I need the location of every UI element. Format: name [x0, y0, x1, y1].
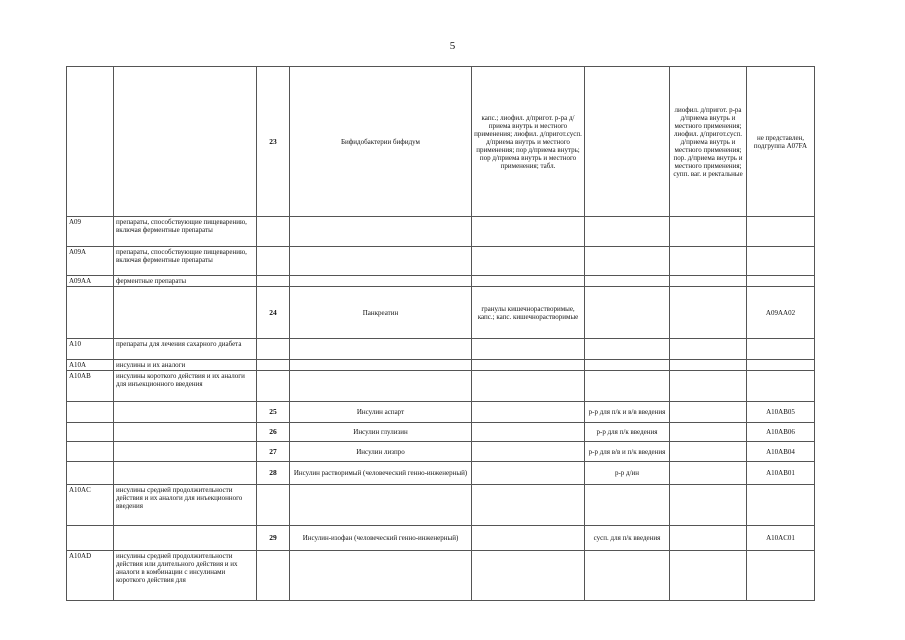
atc-group-code-cell	[67, 526, 114, 551]
atc-group-code-cell: A10AC	[67, 485, 114, 526]
drug-name-cell	[290, 339, 472, 360]
row-number-cell: 26	[257, 423, 290, 442]
atc-group-code-cell: A10AB	[67, 371, 114, 402]
atc-code-cell: A10AB05	[747, 402, 815, 423]
atc-code-cell	[747, 371, 815, 402]
row-number-cell	[257, 371, 290, 402]
table-row	[67, 485, 815, 526]
atc-code-cell: A09AA02	[747, 287, 815, 339]
table-row	[67, 67, 815, 217]
table-row	[67, 276, 815, 287]
table-row	[67, 551, 815, 601]
row-number-cell	[257, 551, 290, 601]
atc-group-code-cell: A10	[67, 339, 114, 360]
atc-group-code-cell	[67, 462, 114, 485]
drug-name-cell: Панкреатин	[290, 287, 472, 339]
dosage-form-alt-cell	[585, 67, 670, 217]
table-row	[67, 371, 815, 402]
drug-name-cell: Инсулин глулизин	[290, 423, 472, 442]
dosage-form-alt-cell: р-р для в/в и п/к введения	[585, 442, 670, 462]
drug-name-cell: Бифидобактерии бифидум	[290, 67, 472, 217]
row-number-cell: 29	[257, 526, 290, 551]
drug-name-cell	[290, 217, 472, 247]
drug-name-cell	[290, 485, 472, 526]
dosage-form-alt-cell	[585, 217, 670, 247]
table-row	[67, 360, 815, 371]
atc-group-name-cell: препараты для лечения сахарного диабета	[114, 339, 257, 360]
atc-group-name-cell	[114, 442, 257, 462]
atc-code-cell	[747, 485, 815, 526]
atc-group-code-cell	[67, 287, 114, 339]
dosage-form-cell	[472, 247, 585, 276]
atc-group-name-cell: препараты, способствующие пищеварению, включая ферментные препараты	[114, 217, 257, 247]
dosage-form-extra-cell	[670, 402, 747, 423]
dosage-form-alt-cell	[585, 360, 670, 371]
drug-name-cell	[290, 276, 472, 287]
row-number-cell: 25	[257, 402, 290, 423]
drug-table	[66, 66, 815, 601]
row-number-cell: 27	[257, 442, 290, 462]
dosage-form-alt-cell: р-р для п/к введения	[585, 423, 670, 442]
atc-group-code-cell: A09	[67, 217, 114, 247]
atc-code-cell: A10AB01	[747, 462, 815, 485]
dosage-form-cell	[472, 442, 585, 462]
atc-group-code-cell	[67, 442, 114, 462]
dosage-form-cell	[472, 551, 585, 601]
drug-name-cell	[290, 371, 472, 402]
atc-group-name-cell	[114, 287, 257, 339]
atc-group-code-cell	[67, 402, 114, 423]
atc-group-code-cell	[67, 67, 114, 217]
dosage-form-alt-cell	[585, 247, 670, 276]
dosage-form-alt-cell	[585, 287, 670, 339]
dosage-form-alt-cell: р-р д/ин	[585, 462, 670, 485]
table-row	[67, 217, 815, 247]
row-number-cell	[257, 276, 290, 287]
dosage-form-extra-cell	[670, 371, 747, 402]
atc-group-name-cell	[114, 423, 257, 442]
page-number: 5	[449, 40, 456, 52]
atc-group-name-cell	[114, 462, 257, 485]
dosage-form-cell: гранулы кишечнорастворимые, капс.; капс. кишечнорастворимые	[472, 287, 585, 339]
dosage-form-cell	[472, 217, 585, 247]
atc-group-code-cell: A10A	[67, 360, 114, 371]
atc-code-cell: не представлен, подгруппа A07FA	[747, 67, 815, 217]
table-row	[67, 462, 815, 485]
atc-code-cell	[747, 551, 815, 601]
dosage-form-alt-cell	[585, 485, 670, 526]
row-number-cell	[257, 339, 290, 360]
atc-code-cell	[747, 247, 815, 276]
table-row	[67, 402, 815, 423]
atc-group-name-cell: ферментные препараты	[114, 276, 257, 287]
atc-group-name-cell	[114, 402, 257, 423]
atc-group-code-cell: A09A	[67, 247, 114, 276]
table-row	[67, 247, 815, 276]
dosage-form-extra-cell	[670, 276, 747, 287]
row-number-cell: 23	[257, 67, 290, 217]
dosage-form-cell: капс.; лиофил. д/пригот. р-ра д/приема внутрь и местного применения; лиофил. д/пригот.сусп. д/приема внутрь и местного применения; пор д/приема внутрь; пор д/приема внутрь и местного применения; табл.	[472, 67, 585, 217]
dosage-form-extra-cell	[670, 360, 747, 371]
dosage-form-cell	[472, 360, 585, 371]
atc-group-name-cell: препараты, способствующие пищеварению, включая ферментные препараты	[114, 247, 257, 276]
row-number-cell	[257, 360, 290, 371]
dosage-form-alt-cell: сусп. для п/к введения	[585, 526, 670, 551]
dosage-form-alt-cell: р-р для п/к и в/в введения	[585, 402, 670, 423]
table-row	[67, 339, 815, 360]
row-number-cell: 24	[257, 287, 290, 339]
atc-group-name-cell	[114, 67, 257, 217]
table-row	[67, 423, 815, 442]
dosage-form-cell	[472, 402, 585, 423]
dosage-form-extra-cell	[670, 247, 747, 276]
drug-name-cell: Инсулин-изофан (человеческий генно-инженерный)	[290, 526, 472, 551]
drug-name-cell	[290, 360, 472, 371]
atc-group-code-cell: A09AA	[67, 276, 114, 287]
atc-group-name-cell	[114, 526, 257, 551]
dosage-form-cell	[472, 339, 585, 360]
dosage-form-extra-cell	[670, 217, 747, 247]
atc-group-code-cell	[67, 423, 114, 442]
drug-name-cell	[290, 247, 472, 276]
table-row	[67, 526, 815, 551]
dosage-form-cell	[472, 526, 585, 551]
atc-code-cell	[747, 217, 815, 247]
atc-code-cell: A10AC01	[747, 526, 815, 551]
atc-group-name-cell: инсулины короткого действия и их аналоги для инъекционного введения	[114, 371, 257, 402]
dosage-form-extra-cell	[670, 442, 747, 462]
dosage-form-cell	[472, 371, 585, 402]
atc-code-cell	[747, 276, 815, 287]
dosage-form-extra-cell	[670, 287, 747, 339]
drug-name-cell: Инсулин лизпро	[290, 442, 472, 462]
dosage-form-extra-cell: лиофил. д/пригот. р-ра д/приема внутрь и местного применения; лиофил. д/пригот.сусп. д/приема внутрь и местного применения; пор. д/приема внутрь и местного применения; супп. ваг. и ректальные	[670, 67, 747, 217]
atc-group-name-cell: инсулины средней продолжительности действия или длительного действия и их аналоги в комбинации с инсулинами короткого действия для	[114, 551, 257, 601]
atc-code-cell: A10AB06	[747, 423, 815, 442]
dosage-form-alt-cell	[585, 276, 670, 287]
table-row	[67, 442, 815, 462]
atc-group-code-cell: A10AD	[67, 551, 114, 601]
dosage-form-extra-cell	[670, 423, 747, 442]
dosage-form-alt-cell	[585, 339, 670, 360]
dosage-form-cell	[472, 276, 585, 287]
drug-name-cell: Инсулин растворимый (человеческий генно-инженерный)	[290, 462, 472, 485]
atc-group-name-cell: инсулины средней продолжительности действия и их аналоги для инъекционного введения	[114, 485, 257, 526]
dosage-form-extra-cell	[670, 485, 747, 526]
atc-code-cell: A10AB04	[747, 442, 815, 462]
row-number-cell	[257, 247, 290, 276]
row-number-cell	[257, 485, 290, 526]
dosage-form-alt-cell	[585, 371, 670, 402]
dosage-form-extra-cell	[670, 462, 747, 485]
atc-code-cell	[747, 339, 815, 360]
table-row	[67, 287, 815, 339]
dosage-form-extra-cell	[670, 526, 747, 551]
dosage-form-cell	[472, 462, 585, 485]
dosage-form-extra-cell	[670, 551, 747, 601]
atc-group-name-cell: инсулины и их аналоги	[114, 360, 257, 371]
dosage-form-alt-cell	[585, 551, 670, 601]
dosage-form-cell	[472, 485, 585, 526]
dosage-form-cell	[472, 423, 585, 442]
drug-name-cell: Инсулин аспарт	[290, 402, 472, 423]
atc-code-cell	[747, 360, 815, 371]
row-number-cell	[257, 217, 290, 247]
row-number-cell: 28	[257, 462, 290, 485]
drug-name-cell	[290, 551, 472, 601]
dosage-form-extra-cell	[670, 339, 747, 360]
